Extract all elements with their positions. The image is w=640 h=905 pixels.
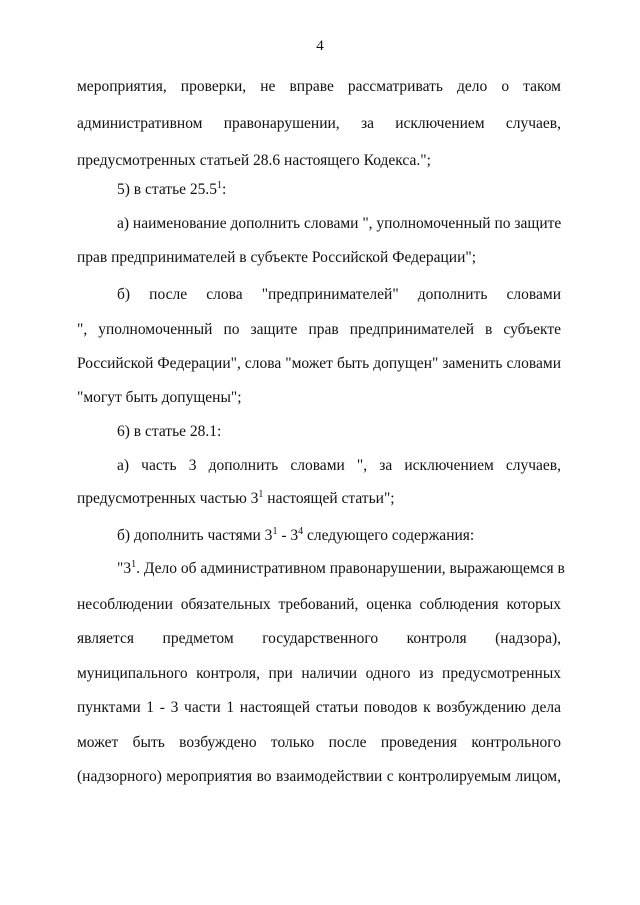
text-line-18: муниципального контроля, при наличии одного из предусмотренных [77,665,561,682]
text-line-15 [117,559,565,579]
text-fragment: . Дело об административном правонарушении, выражающемся в [136,560,565,577]
text-fragment: - 3 [277,527,299,544]
text-line-6: прав предпринимателей в субъекте Российской Федерации"; [77,249,477,266]
text-fragment: настоящей статьи"; [263,490,395,507]
text-line-9: Российской Федерации", слова "может быть допущен" заменить словами [77,355,561,372]
text-line-1: мероприятия, проверки, не вправе рассматривать дело о таком [77,78,561,95]
text-line-20: может быть возбуждено только после проведения контрольного [77,734,561,751]
text-line-14 [117,526,474,546]
text-line-13 [77,489,395,509]
text-fragment: : [222,181,227,198]
superscript: 1 [131,559,137,570]
text-line-12: а) часть 3 дополнить словами ", за исключением случаев, [117,457,561,474]
text-line-8: ", уполномоченный по защите прав предпринимателей в субъекте [77,321,561,338]
page-number: 4 [316,38,324,54]
text-line-16: несоблюдении обязательных требований, оценка соблюдения которых [77,596,561,613]
text-fragment: следующего содержания: [303,527,475,544]
text-line-21: (надзорного) мероприятия во взаимодействии с контролируемым лицом, [77,768,561,785]
text-line-2: административном правонарушении, за исключением случаев, [77,115,561,132]
text-line-4 [117,180,226,200]
superscript: 1 [272,526,278,537]
text-line-5: а) наименование дополнить словами ", уполномоченный по защите [117,215,562,232]
text-line-3: предусмотренных статьей 28.6 настоящего Кодекса."; [77,152,431,169]
superscript: 4 [298,526,304,537]
text-fragment: "3 [117,560,132,577]
text-line-7: б) после слова "предпринимателей" дополнить словами [117,286,561,303]
superscript: 1 [217,180,223,191]
text-line-17: является предметом государственного контроля (надзора), [77,630,561,647]
text-line-19: пунктами 1 - 3 части 1 настоящей статьи поводов к возбуждению дела [77,699,561,716]
text-fragment: предусмотренных частью 3 [77,490,259,507]
text-fragment: 5) в статье 25.5 [117,181,218,198]
superscript: 1 [258,489,264,500]
text-line-11: 6) в статье 28.1: [117,423,222,440]
text-line-10: "могут быть допущены"; [77,389,242,406]
text-fragment: б) дополнить частями 3 [117,527,273,544]
